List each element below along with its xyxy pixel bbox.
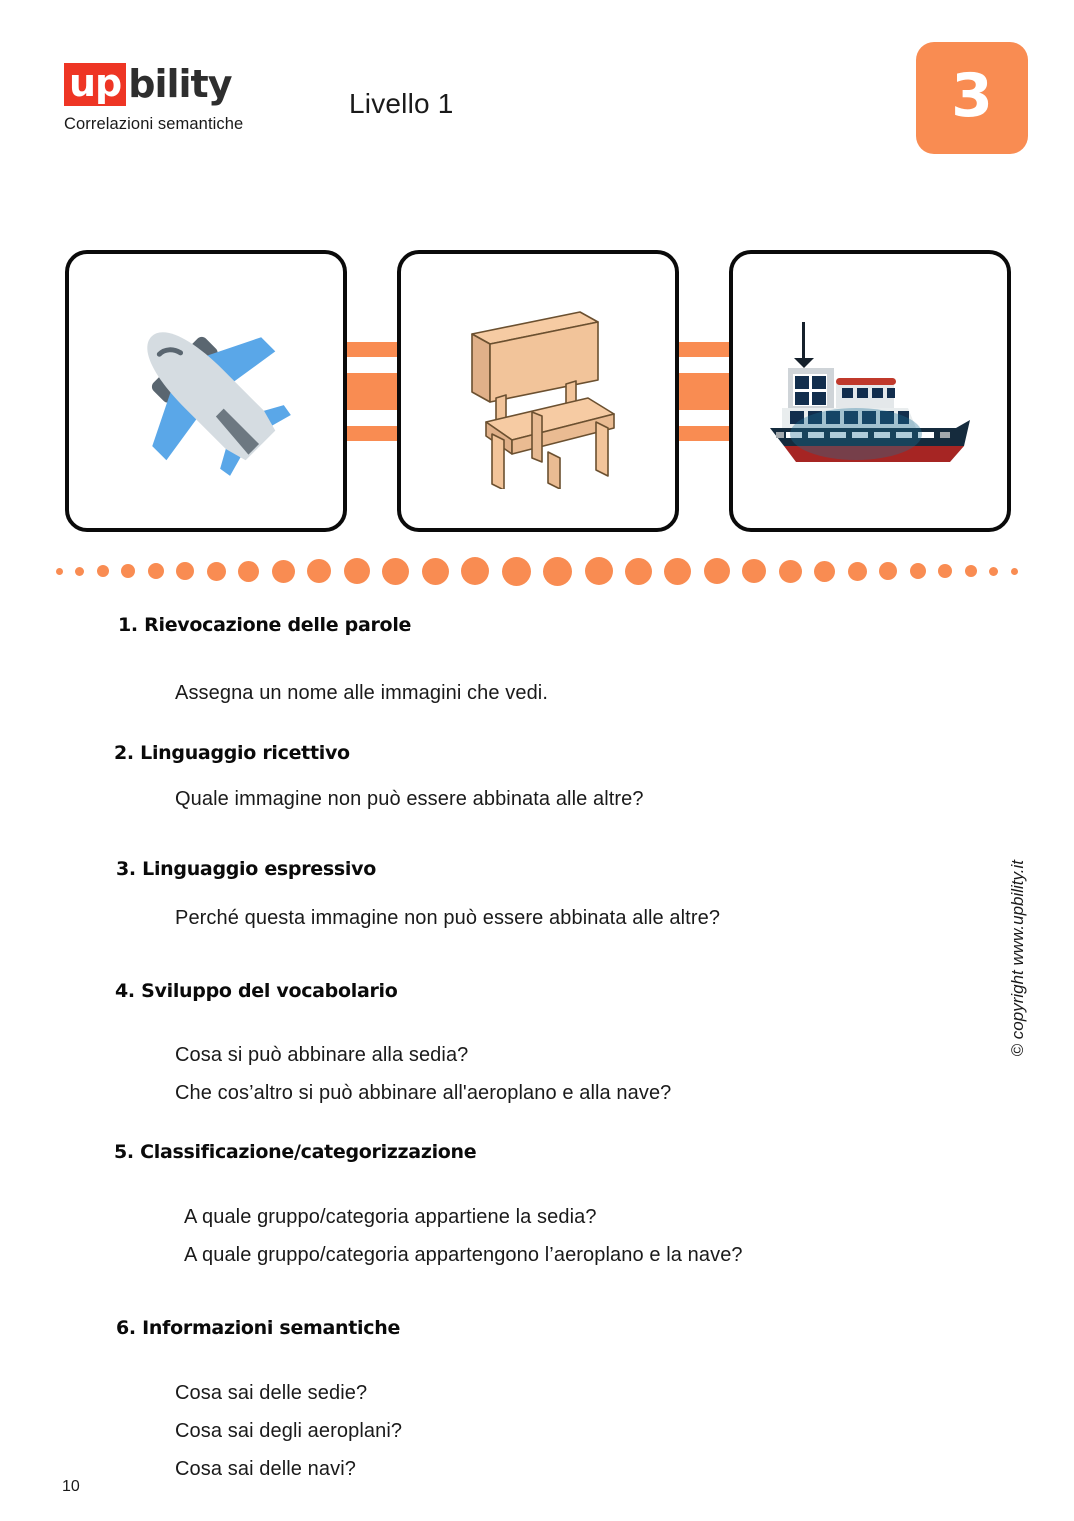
logo-wordmark	[64, 62, 243, 106]
divider-dot	[75, 567, 84, 576]
divider-dot	[148, 563, 164, 579]
divider-dot	[989, 567, 998, 576]
divider-dot	[585, 557, 613, 585]
divider-dot	[910, 563, 926, 579]
card-connector-1	[347, 325, 397, 457]
divider-dot	[543, 557, 572, 586]
section-heading: 2. Linguaggio ricettivo	[114, 742, 350, 764]
divider-dot	[664, 558, 691, 585]
divider-dot	[238, 561, 259, 582]
picture-card-sedia[interactable]	[397, 250, 679, 532]
divider-dot	[422, 558, 449, 585]
copyright-vertical-text	[1008, 560, 1028, 1057]
connector-bar	[347, 426, 397, 441]
divider-dot	[742, 559, 766, 583]
divider-dot	[814, 561, 835, 582]
divider-dot	[344, 558, 370, 584]
exercise-number-text: 3	[951, 61, 993, 131]
divider-dot	[382, 558, 409, 585]
section-item: Che cos’altro si può abbinare all'aeroplano e alla nave?	[175, 1082, 672, 1104]
divider-dot	[704, 558, 730, 584]
connector-bar	[679, 342, 729, 357]
section-item: A quale gruppo/categoria appartiene la sedia?	[184, 1206, 597, 1228]
section-item: Cosa sai degli aeroplani?	[175, 1420, 403, 1442]
section-item: Perché questa immagine non può essere abbinata alle altre?	[175, 907, 721, 929]
divider-dot	[97, 565, 109, 577]
divider-dot	[502, 557, 531, 586]
logo-bility-text: bility	[128, 62, 232, 106]
divider-dot	[121, 564, 135, 578]
picture-card-nave[interactable]	[729, 250, 1011, 532]
divider-dot	[779, 560, 802, 583]
chair-icon	[448, 294, 628, 489]
copyright-text: © copyright www.upbility.it	[1008, 860, 1027, 1057]
divider-dot	[848, 562, 867, 581]
connector-bar	[679, 426, 729, 441]
dotted-divider	[56, 556, 1018, 586]
page-number: 10	[62, 1478, 80, 1495]
picture-card-aeroplano[interactable]	[65, 250, 347, 532]
divider-dot	[965, 565, 977, 577]
airplane-icon	[111, 296, 301, 486]
section-item: A quale gruppo/categoria appartengono l’aeroplano e la nave?	[184, 1244, 743, 1266]
divider-dot	[461, 557, 489, 585]
section-heading: 6. Informazioni semantiche	[116, 1317, 401, 1339]
connector-bar	[347, 342, 397, 357]
divider-dot	[879, 562, 897, 580]
card-connector-2	[679, 325, 729, 457]
divider-dot	[938, 564, 952, 578]
ship-icon	[760, 316, 980, 466]
divider-dot	[625, 558, 652, 585]
connector-bar	[679, 373, 729, 410]
section-heading: 1. Rievocazione delle parole	[118, 614, 412, 636]
section-heading: 5. Classificazione/categorizzazione	[114, 1141, 477, 1163]
divider-dot	[56, 568, 63, 575]
page-header	[0, 0, 1074, 180]
section-item: Cosa sai delle sedie?	[175, 1382, 368, 1404]
section-item: Quale immagine non può essere abbinata alle altre?	[175, 788, 644, 810]
divider-dot	[207, 562, 226, 581]
upbility-logo	[64, 62, 243, 134]
divider-dot	[176, 562, 194, 580]
section-item: Cosa sai delle navi?	[175, 1458, 356, 1480]
section-item: Assegna un nome alle immagini che vedi.	[175, 682, 548, 704]
exercise-number-badge	[916, 42, 1028, 154]
section-item: Cosa si può abbinare alla sedia?	[175, 1044, 469, 1066]
logo-up-badge: up	[64, 63, 126, 106]
divider-dot	[307, 559, 331, 583]
section-heading: 3. Linguaggio espressivo	[116, 858, 376, 880]
section-heading: 4. Sviluppo del vocabolario	[115, 980, 398, 1002]
picture-cards-row	[65, 250, 1011, 532]
connector-bar	[347, 373, 397, 410]
divider-dot	[272, 560, 295, 583]
page-title: Livello 1	[349, 88, 454, 119]
logo-subtitle: Correlazioni semantiche	[64, 115, 244, 133]
